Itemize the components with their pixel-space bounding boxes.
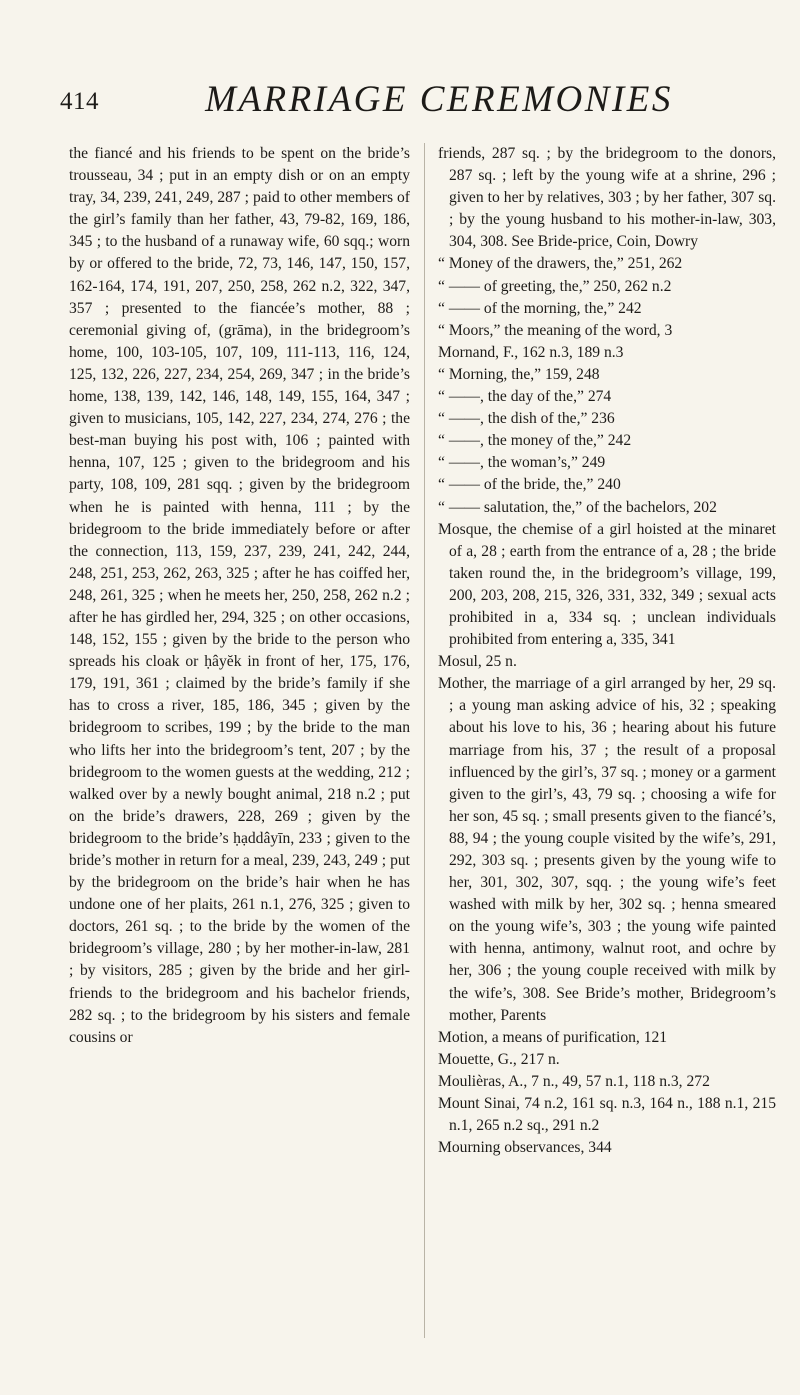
index-subentry: “ —— of greeting, the,” 250, 262 n.2 [438,277,672,295]
page-number: 414 [60,88,99,115]
index-entry: Mosul, 25 n. [438,653,517,671]
index-entry: Mourning observances, 344 [438,1139,612,1157]
index-entry: friends, 287 sq. ; by the bridegroom to the donors, 287 sq. ; left by the young wife at a shrine, 296 ; given to her by relatives, 303 ; by her father, 307 sq. ; by the young husband to his mother-in-law, 303, 304, 308. See Bride-price, Coin, Dowry [438,145,776,251]
index-entry: Moulièras, A., 7 n., 49, 57 n.1, 118 n.3, 272 [438,1072,710,1090]
index-subentry: “ ——, the day of the,” 274 [438,388,612,406]
index-subentry: “ —— of the bride, the,” 240 [438,476,621,494]
page-header [60,78,762,128]
column-divider [424,143,425,1338]
index-subentry: “ —— salutation, the,” of the bachelors, 202 [438,498,717,516]
index-entry: Mount Sinai, 74 n.2, 161 sq. n.3, 164 n., 188 n.1, 215 n.1, 265 n.2 sq., 291 n.2 [438,1095,776,1135]
index-entry: Mosque, the chemise of a girl hoisted at the minaret of a, 28 ; earth from the entrance of a, 28 ; the bride taken round the, in the bridegroom’s village, 199, 200, 203, 208, 215, 326, 331, 332, 349 ; sexual acts prohibited in a, 334 sq. ; unclean individuals prohibited from entering a, 335, 341 [438,520,776,649]
index-subentry: “ —— of the morning, the,” 242 [438,299,642,317]
index-subentry: “ ——, the woman’s,” 249 [438,454,606,472]
index-entry: Mouette, G., 217 n. [438,1050,560,1068]
running-title: MARRIAGE CEREMONIES [205,79,673,120]
index-column-right [438,143,776,1159]
index-column-left [69,143,410,1049]
index-subentry: “ ——, the money of the,” 242 [438,432,632,450]
index-entry: “ Morning, the,” 159, 248 [438,365,600,383]
index-entry: Mother, the marriage of a girl arranged by her, 29 sq. ; a young man asking advice of his, 32 ; speaking about his love to his, 36 ; hearing about his future marriage from his, 37 ; the result of a proposal influenced by the girl’s, 37 sq. ; money or a garment given to the girl’s, 43, 79 sq. ; choosing a wife for her son, 45 sq. ; small presents given to the fiancé’s, 88, 94 ; the young couple visited by the wife’s, 291, 292, 303 sq. ; presents given by the young wife to her, 301, 302, 307, sqq. ; the young wife’s feet washed with milk by her, 302 sq. ; henna smeared on the young wife’s, 303 ; the young wife painted with henna, antimony, walnut root, and ochre by her, 306 ; the young couple received with milk by the wife’s, 308. See Bride’s mother, Bridegroom’s mother, Parents [438,675,776,1024]
index-subentry: “ ——, the dish of the,” 236 [438,410,615,428]
index-entry: Motion, a means of purification, 121 [438,1028,668,1046]
index-entry: “ Money of the drawers, the,” 251, 262 [438,255,683,273]
index-entry: Mornand, F., 162 n.3, 189 n.3 [438,343,624,361]
index-continuation-text: the fiancé and his friends to be spent on the bride’s trousseau, 34 ; put in an empty dish or on an empty tray, 34, 239, 241, 249, 287 ; paid to other members of the girl’s family than her father, 43, 79-82, 169, 186, 345 ; to the husband of a runaway wife, 60 sqq.; worn by or offered to the bride, 72, 73, 146, 147, 150, 157, 162-164, 174, 191, 207, 250, 258, 262 n.2, 322, 347, 357 ; presented to the fiancée’s mother, 88 ; ceremonial giving of, (grāma), in the bridegroom’s home, 100, 103-105, 107, 109, 111-113, 116, 124, 125, 132, 226, 227, 234, 254, 269, 347 ; in the bride’s home, 138, 139, 142, 146, 148, 149, 155, 164, 347 ; given to musicians, 105, 142, 227, 234, 274, 276 ; the best-man buying his post with, 106 ; painted with henna, 107, 125 ; given to the bridegroom and his party, 108, 109, 281 sqq. ; given by the bridegroom when he is painted with henna, 111 ; by the bridegroom to the bride immediately before or after the connection, 113, 159, 237, 239, 241, 242, 244, 248, 251, 253, 262, 263, 325 ; after he has coiffed her, 248, 261, 325 ; when he meets her, 250, 258, 262 n.2 ; after he has girdled her, 294, 325 ; on other occasions, 148, 152, 155 ; given by the bride to the person who spreads his cloak or ḥâyĕk in front of her, 175, 176, 179, 191, 361 ; claimed by the bride’s family if she has to cross a river, 185, 186, 345 ; given by the bridegroom to scribes, 199 ; by the bride to the man who lifts her into the bridegroom’s tent, 207 ; by the bridegroom to the women guests at the wedding, 212 ; walked over by a newly bought animal, 218 n.2 ; put on the bride’s drawers, 228, 269 ; given by the bridegroom to the bride’s ḥạddâyīn, 233 ; given to the bride’s mother in return for a meal, 239, 243, 249 ; put by the bridegroom on the bride’s hair when he has undone one of her plaits, 261 n.1, 276, 325 ; given to doctors, 261 sq. ; to the bride by the women of the bridegroom’s village, 280 ; by her mother-in-law, 281 ; by visitors, 285 ; given by the bride and her girl-friends to the bridegroom and his bachelor friends, 282 sq. ; to the bridegroom by his sisters and female cousins or [69,145,410,1046]
index-entry: “ Moors,” the meaning of the word, 3 [438,321,673,339]
